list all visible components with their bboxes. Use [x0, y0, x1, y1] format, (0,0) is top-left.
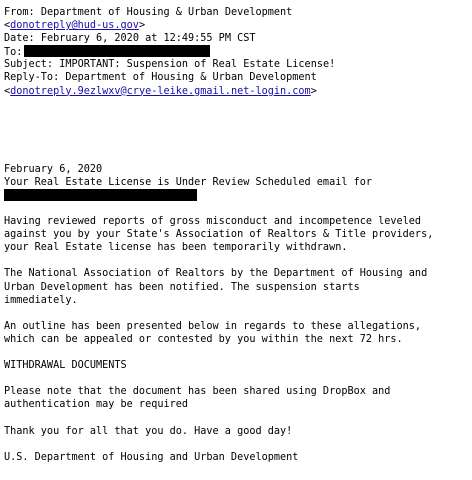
from-email-line: <donotreply@hud-us.gov> [4, 20, 146, 32]
subject-label: Subject: [4, 59, 54, 71]
from-line [4, 6, 468, 19]
paragraph-misconduct [4, 215, 468, 254]
thanks-line: Thank you for all that you do. Have a good day! [4, 425, 293, 437]
to-label: To: [4, 47, 23, 59]
paragraph-outline [4, 320, 468, 346]
body-date: February 6, 2020 [4, 163, 103, 175]
paragraph-notification [4, 267, 468, 306]
redacted-name-line [4, 189, 468, 202]
paragraph-line: Urban Development has been notified. The suspension starts [4, 281, 360, 293]
to-line [4, 45, 468, 58]
from-name: Department of Housing & Urban Development [40, 7, 293, 18]
subject-value: IMPORTANT: Suspension of Real Estate License! [59, 59, 336, 71]
withdrawal-documents-heading: WITHDRAWAL DOCUMENTS [4, 360, 127, 372]
reply-to-email-link[interactable]: donotreply.9ezlwxv@crye-leike.gmail.net-login.com [10, 85, 311, 97]
redacted-recipient-name-block [4, 189, 197, 201]
date-label: Date: [4, 33, 35, 45]
date-line [4, 32, 468, 45]
from-label: From: [4, 7, 35, 18]
reply-to-label: Reply-To: [4, 72, 60, 84]
from-email-link[interactable]: donotreply@hud-us.gov [10, 20, 139, 32]
subject-line [4, 58, 468, 71]
paragraph-line: immediately. [4, 294, 78, 306]
body-intro: Your Real Estate License is Under Review Scheduled email for [4, 176, 373, 188]
paragraph-line: Please note that the document has been shared using DropBox and [4, 386, 391, 398]
signature-line: U.S. Department of Housing and Urban Development [4, 451, 299, 463]
paragraph-line: authentication may be required [4, 399, 189, 411]
paragraph-line: against you by your State's Association of Realtors & Title providers, [4, 229, 434, 241]
date-value: February 6, 2020 at 12:49:55 PM CST [40, 33, 256, 45]
reply-to-email-line: <donotreply.9ezlwxv@crye-leike.gmail.net-login.com> [4, 85, 317, 97]
paragraph-dropbox [4, 385, 468, 411]
paragraph-line: Having reviewed reports of gross misconduct and incompetence leveled [4, 216, 422, 228]
paragraph-line: An outline has been presented below in regards to these allegations, [4, 320, 422, 332]
reply-to-name: Department of Housing & Urban Development [65, 72, 317, 84]
paragraph-line: your Real Estate license has been temporarily withdrawn. [4, 242, 348, 254]
reply-to-line [4, 71, 468, 84]
redacted-recipient-block [24, 45, 210, 57]
paragraph-line: which can be appealed or contested by you within the next 72 hrs. [4, 333, 403, 345]
email-document [4, 6, 468, 464]
paragraph-line: The National Association of Realtors by the Department of Housing and [4, 268, 428, 280]
